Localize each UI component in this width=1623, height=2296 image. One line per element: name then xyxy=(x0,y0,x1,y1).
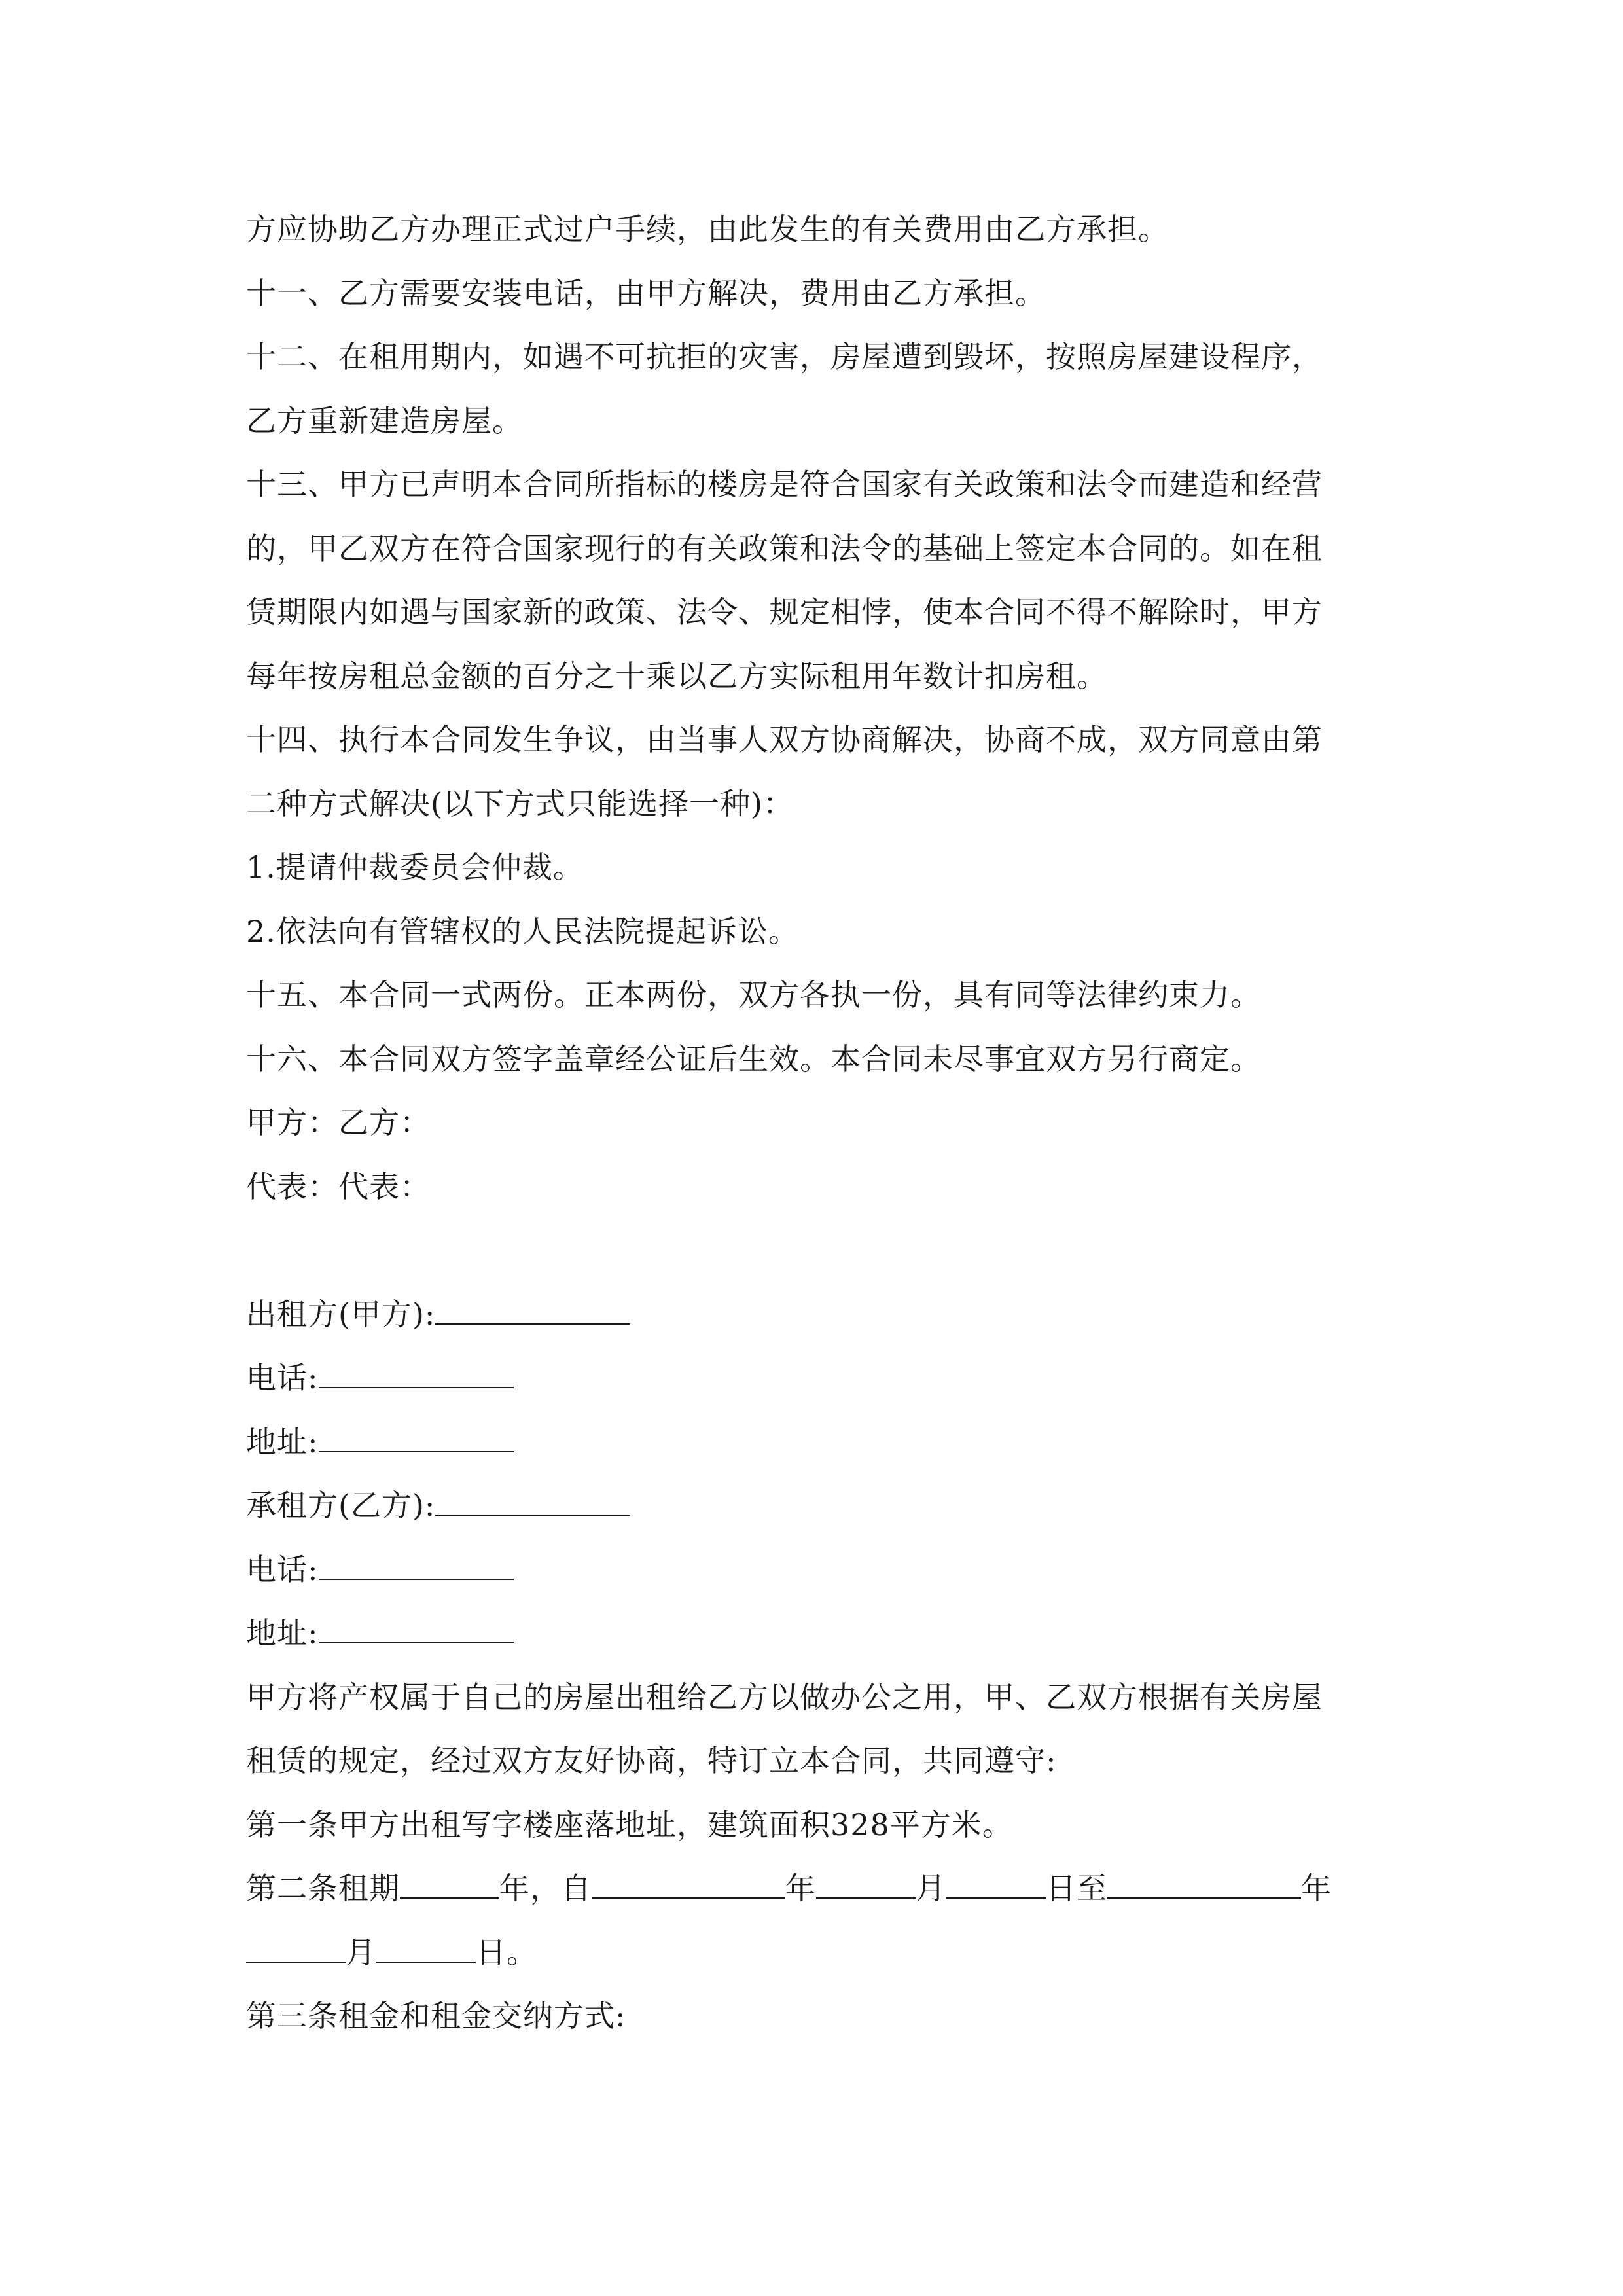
article-2-year-unit: 年，自 xyxy=(499,1871,592,1906)
clause-12-cont: 乙方重新建造房屋。 xyxy=(246,403,523,439)
lessor-address-label: 地址: xyxy=(246,1424,319,1460)
signature-parties: 甲方：乙方： xyxy=(246,1105,431,1140)
intro-line: 租赁的规定，经过双方友好协商，特订立本合同，共同遵守: xyxy=(246,1743,1057,1778)
clause-14-cont: 二种方式解决(以下方式只能选择一种)： xyxy=(246,785,794,821)
clause-13-cont: 赁期限内如遇与国家新的政策、法令、规定相悖，使本合同不得不解除时，甲方 xyxy=(246,594,1323,630)
lessor-phone-blank[interactable] xyxy=(319,1362,514,1388)
lessor-phone-label: 电话: xyxy=(246,1360,319,1395)
clause-11: 十一、乙方需要安装电话，由甲方解决，费用由乙方承担。 xyxy=(246,275,1046,311)
lessor-blank[interactable] xyxy=(435,1299,630,1325)
article-2-prefix: 第二条租期 xyxy=(246,1871,400,1906)
article-2-year: 年 xyxy=(785,1871,816,1906)
contract-page xyxy=(246,198,1378,2049)
clause-13-cont: 的，甲乙双方在符合国家现行的有关政策和法令的基础上签定本合同的。如在租 xyxy=(246,530,1323,566)
lessor-address-field xyxy=(246,1410,1378,1475)
start-day-blank[interactable] xyxy=(946,1873,1046,1899)
article-1: 第一条甲方出租写字楼座落地址，建筑面积328平方米。 xyxy=(246,1806,1013,1842)
lessee-address-blank[interactable] xyxy=(319,1617,514,1643)
end-day-blank[interactable] xyxy=(376,1937,476,1963)
article-2-month-end: 月 xyxy=(346,1934,376,1970)
article-3: 第三条租金和租金交纳方式: xyxy=(246,1998,626,2034)
start-month-blank[interactable] xyxy=(816,1873,916,1899)
article-2-cont xyxy=(246,1921,1378,1985)
lessor-label: 出租方(甲方): xyxy=(246,1296,436,1332)
spacer xyxy=(246,1219,1378,1283)
clause-line: 方应协助乙方办理正式过户手续，由此发生的有关费用由乙方承担。 xyxy=(246,211,1169,247)
signature-representatives: 代表：代表： xyxy=(246,1168,431,1204)
clause-16: 十六、本合同双方签字盖章经公证后生效。本合同未尽事宜双方另行商定。 xyxy=(246,1041,1261,1077)
start-year-blank[interactable] xyxy=(592,1873,785,1899)
clause-13-cont: 每年按房租总金额的百分之十乘以乙方实际租用年数计扣房租。 xyxy=(246,658,1107,694)
article-2-day-to: 日至 xyxy=(1046,1871,1107,1906)
lessor-address-blank[interactable] xyxy=(319,1426,514,1452)
lessor-phone-field xyxy=(246,1346,1378,1410)
lessee-phone-blank[interactable] xyxy=(319,1554,514,1580)
article-2-day-end: 日。 xyxy=(476,1934,537,1970)
article-2-year-end: 年 xyxy=(1301,1871,1332,1906)
end-month-blank[interactable] xyxy=(246,1937,346,1963)
article-2-month: 月 xyxy=(916,1871,946,1906)
lessee-field xyxy=(246,1474,1378,1538)
lessee-address-field xyxy=(246,1602,1378,1666)
clause-13: 十三、甲方已声明本合同所指标的楼房是符合国家有关政策和法令而建造和经营 xyxy=(246,467,1323,502)
lessee-label: 承租方(乙方): xyxy=(246,1488,436,1523)
end-year-blank[interactable] xyxy=(1107,1873,1301,1899)
lessor-field xyxy=(246,1283,1378,1347)
lessee-phone-field xyxy=(246,1538,1378,1602)
lease-years-blank[interactable] xyxy=(400,1873,499,1899)
lessee-blank[interactable] xyxy=(435,1490,630,1516)
lessee-address-label: 地址: xyxy=(246,1615,319,1651)
clause-14-option-1: 1.提请仲裁委员会仲裁。 xyxy=(246,850,584,885)
clause-12: 十二、在租用期内，如遇不可抗拒的灾害，房屋遭到毁坏，按照房屋建设程序， xyxy=(246,339,1323,374)
article-2 xyxy=(246,1857,1378,1921)
clause-14-option-2: 2.依法向有管辖权的人民法院提起诉讼。 xyxy=(246,913,799,949)
clause-14: 十四、执行本合同发生争议，由当事人双方协商解决，协商不成，双方同意由第 xyxy=(246,722,1323,757)
intro-line: 甲方将产权属于自己的房屋出租给乙方以做办公之用，甲、乙双方根据有关房屋 xyxy=(246,1679,1323,1715)
lessee-phone-label: 电话: xyxy=(246,1551,319,1587)
clause-15: 十五、本合同一式两份。正本两份，双方各执一份，具有同等法律约束力。 xyxy=(246,977,1261,1013)
